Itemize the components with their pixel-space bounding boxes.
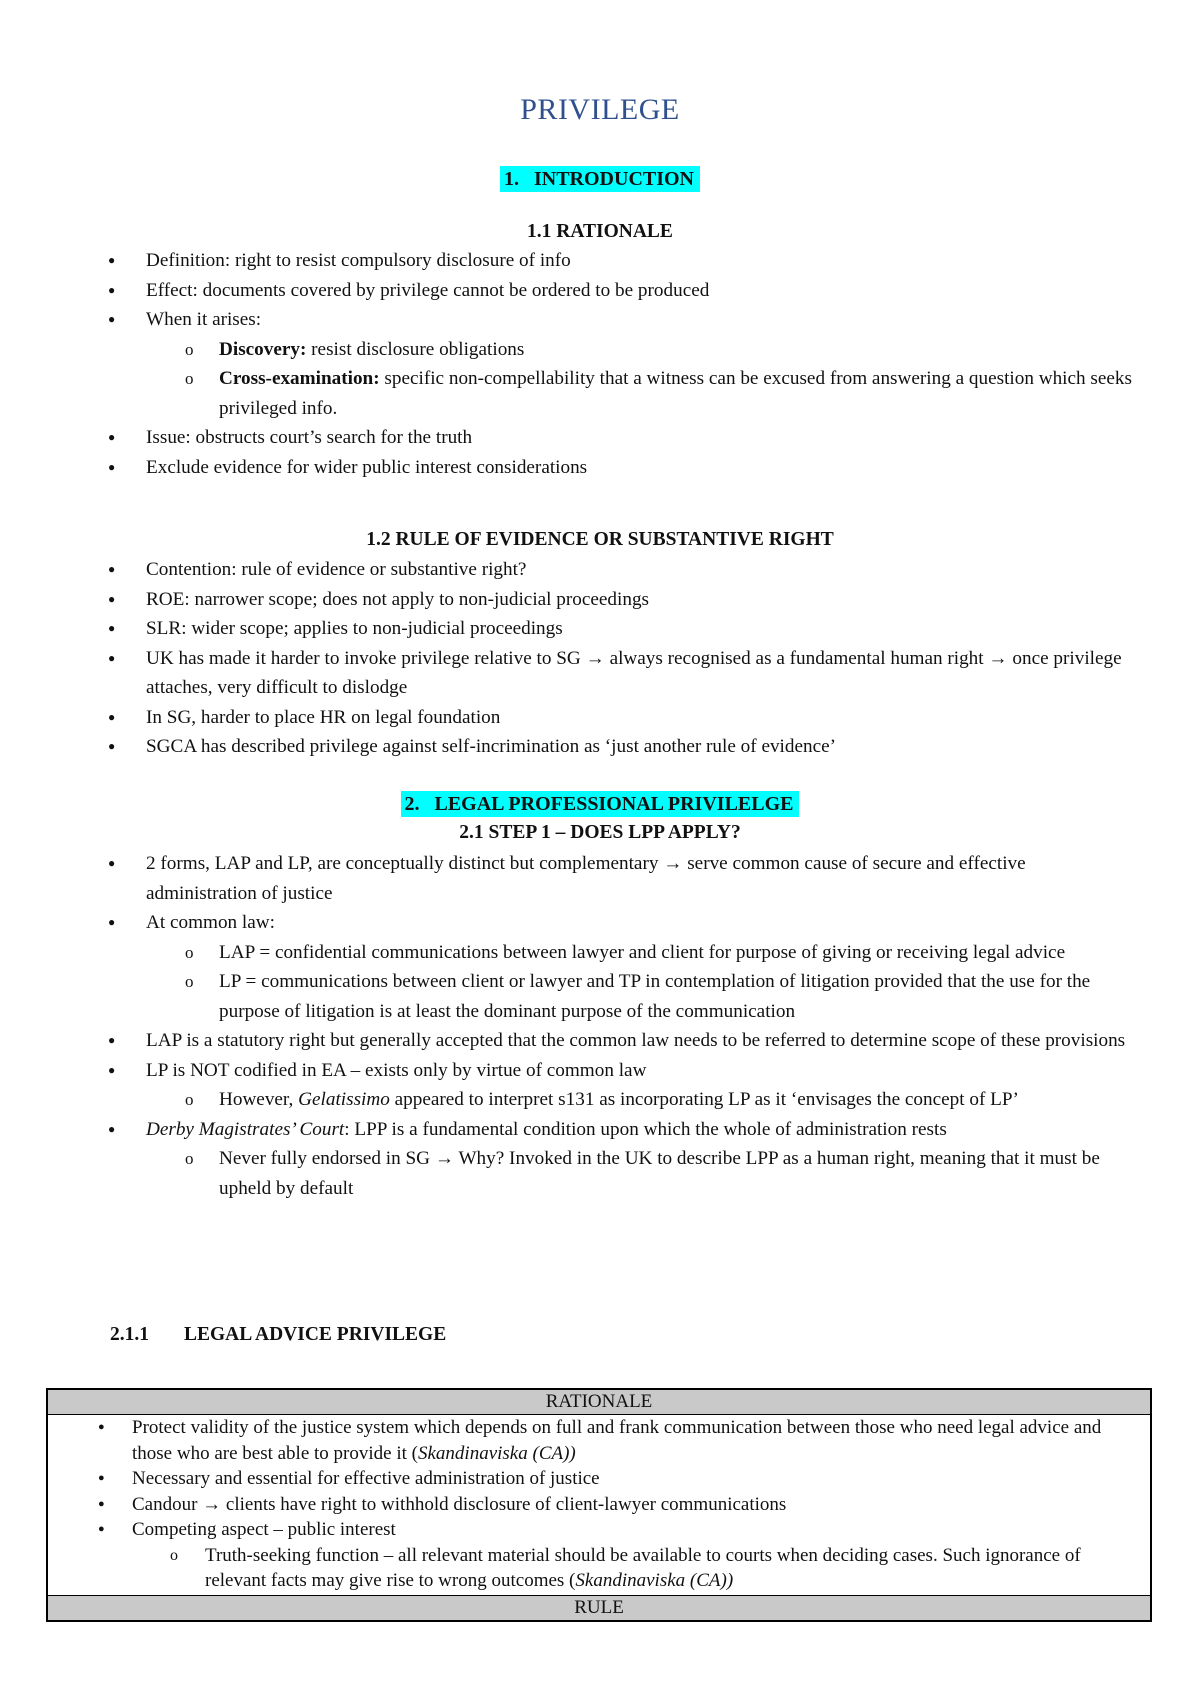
rule-of-evidence-list (0, 555, 1200, 762)
list-item: ● 2 forms, LAP and LP, are conceptually distinct but complementary → serve common cause of secure and effective administration of justice (0, 849, 1200, 908)
table-header-rule: RULE (48, 1595, 1150, 1620)
list-item: ● Definition: right to resist compulsory disclosure of info (0, 246, 1200, 276)
list-item: ● Exclude evidence for wider public interest considerations (0, 453, 1200, 483)
list-item: ● ROE: narrower scope; does not apply to non-judicial proceedings (0, 585, 1200, 615)
list-item: ● When it arises: (0, 305, 1200, 335)
list-item: ● Effect: documents covered by privilege cannot be ordered to be produced (0, 276, 1200, 306)
item-text: specific non-compellability that a witness can be excused from answering a question which seeks privileged info. (219, 368, 1132, 419)
section-2-1-heading: 2.1 STEP 1 – DOES LPP APPLY? (459, 822, 741, 843)
table-header-rationale: RATIONALE (48, 1390, 1150, 1415)
sub-list-item: o LAP = confidential communications between lawyer and client for purpose of giving or receiving legal advice (0, 938, 1200, 968)
section-number: 2.1.1 (110, 1324, 149, 1345)
list-item: ● In SG, harder to place HR on legal foundation (0, 703, 1200, 733)
section-2-1-1-heading (110, 1324, 446, 1346)
rationale-list (0, 246, 1200, 482)
case-name: Gelatissimo (298, 1089, 390, 1110)
case-name: Skandinaviska (CA) (417, 1442, 570, 1464)
item-text: appeared to interpret s131 as incorporating LP as it ‘envisages the concept of LP’ (389, 1089, 1019, 1110)
table-sub-list-item (48, 1543, 1150, 1594)
table-list-item: ● Competing aspect – public interest (48, 1517, 1150, 1543)
list-item: ● Issue: obstructs court’s search for the truth (0, 423, 1200, 453)
list-item: ● LAP is a statutory right but generally accepted that the common law needs to be referred to determine scope of these provisions (0, 1026, 1200, 1056)
table-list-item (48, 1415, 1150, 1466)
list-item: ● Contention: rule of evidence or substantive right? (0, 555, 1200, 585)
case-name: Skandinaviska (CA) (575, 1570, 727, 1591)
sub-list-item: o LP = communications between client or lawyer and TP in contemplation of litigation provided that the use for the purpose of litigation is at least the dominant purpose of the communication (0, 967, 1200, 1026)
item-text: : LPP is a fundamental condition upon which the whole of administration rests (344, 1118, 947, 1140)
section-1-heading (0, 168, 1200, 191)
list-item (0, 1115, 1200, 1145)
table-list-item: ● Necessary and essential for effective administration of justice (48, 1466, 1150, 1492)
sub-list-item (0, 364, 1200, 423)
item-text: resist disclosure obligations (306, 338, 525, 360)
section-title: LEGAL ADVICE PRIVILEGE (184, 1324, 447, 1345)
item-label: Discovery: (219, 338, 307, 360)
sub-list-item (0, 1085, 1200, 1115)
section-1-1-heading: 1.1 RATIONALE (527, 221, 673, 242)
table-list-item: ● Candour → clients have right to withhold disclosure of client-lawyer communications (48, 1492, 1150, 1518)
list-item: ● SLR: wider scope; applies to non-judicial proceedings (0, 614, 1200, 644)
list-item: ● At common law: (0, 908, 1200, 938)
item-suffix: ) (569, 1442, 576, 1464)
item-prefix: However, (219, 1089, 299, 1110)
sub-list-item (0, 335, 1200, 365)
lpp-list (0, 849, 1200, 1203)
section-2-heading (0, 793, 1200, 816)
document-title: PRIVILEGE (520, 93, 680, 126)
item-text: Protect validity of the justice system which depends on full and frank communication between those who need legal advice and those who are best able to provide it ( (132, 1417, 1102, 1464)
sub-list-item: o Never fully endorsed in SG → Why? Invoked in the UK to describe LPP as a human right, meaning that it must be upheld by default (0, 1144, 1200, 1203)
list-item: ● LP is NOT codified in EA – exists only by virtue of common law (0, 1056, 1200, 1086)
section-2-heading-text: 2. LEGAL PROFESSIONAL PRIVILELGE (401, 791, 800, 817)
section-1-2-heading: 1.2 RULE OF EVIDENCE OR SUBSTANTIVE RIGHT (366, 529, 834, 550)
item-text: Truth-seeking function – all relevant material should be available to courts when deciding cases. Such ignorance of relevant facts may give rise to wrong outcomes ( (205, 1544, 1081, 1591)
section-1-heading-text: 1. INTRODUCTION (500, 166, 700, 192)
item-label: Cross-examination: (219, 368, 380, 389)
table-rationale-list (48, 1415, 1150, 1594)
lap-table (46, 1388, 1152, 1622)
list-item: ● UK has made it harder to invoke privilege relative to SG → always recognised as a fundamental human right → once privilege attaches, very difficult to dislodge (0, 644, 1200, 703)
list-item: ● SGCA has described privilege against self-incrimination as ‘just another rule of evidence’ (0, 732, 1200, 762)
item-suffix: ) (726, 1570, 734, 1591)
case-name: Derby Magistrates’ Court (146, 1118, 345, 1140)
